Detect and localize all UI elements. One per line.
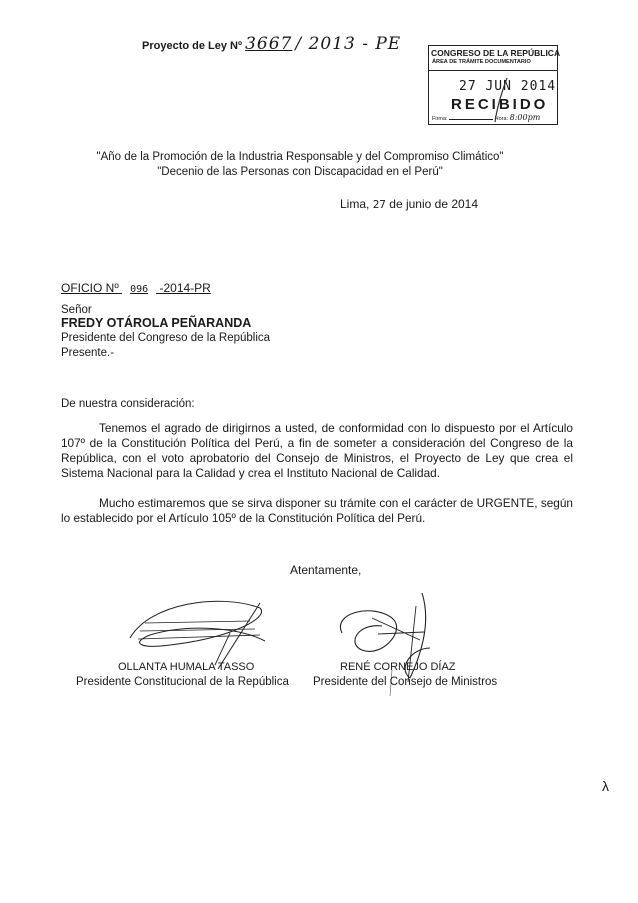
signatory-1-title: Presidente Constitucional de la República: [76, 676, 289, 688]
stamp-hora-value: 8:00pm: [509, 113, 541, 122]
project-suffix: / 2013 - PE: [295, 34, 402, 54]
office-suffix: -2014-PR: [159, 281, 211, 295]
project-label: Proyecto de Ley Nº: [142, 40, 242, 52]
greeting: De nuestra consideración:: [61, 398, 195, 410]
salutation: Señor: [61, 304, 92, 316]
paragraph-1: Tenemos el agrado de dirigirnos a usted, de conformidad con lo dispuesto por el Artículo 107º de la Constitución Política del Perú, a fin de someter a consideración del Congreso de la República, con el voto aprobatorio del Consejo de Ministros, el Proyecto de Ley que crea el Sistema Nacional para la Calidad y crea el Instituto Nacional de Calidad.: [61, 421, 573, 480]
signature-humala-icon: [110, 583, 280, 673]
reception-stamp: [428, 45, 561, 125]
stamp-received: RECIBIDO: [451, 96, 549, 113]
paragraph-2: Mucho estimaremos que se sirva disponer su trámite con el carácter de URGENTE, según lo establecido por el Artículo 105º de la Constitución Política del Perú.: [61, 496, 573, 525]
office-reference: [61, 281, 211, 295]
project-number: 3667: [245, 34, 293, 54]
project-reference: [142, 34, 401, 54]
stamp-department: ÁREA DE TRÁMITE DOCUMENTARIO: [432, 59, 531, 65]
date-day: 27: [372, 198, 386, 211]
stamp-date: 27 JUN 2014: [459, 79, 557, 94]
presente-line: Presente.-: [61, 347, 115, 359]
signatory-2-name: RENÉ CORNEJO DÍAZ: [340, 661, 456, 673]
office-number: 096: [130, 284, 149, 295]
addressee-name: FREDY OTÁROLA PEÑARANDA: [61, 316, 252, 330]
decade-motto: "Decenio de las Personas con Discapacidad en el Perú": [157, 166, 443, 178]
signatory-1-name: OLLANTA HUMALA TASSO: [118, 661, 255, 673]
year-motto: "Año de la Promoción de la Industria Responsable y del Compromiso Climático": [96, 151, 504, 163]
closing: Atentamente,: [290, 563, 362, 577]
page-mark: λ: [602, 778, 609, 794]
letter-date: [340, 197, 478, 211]
office-prefix: OFICIO Nº: [61, 281, 119, 295]
addressee-title: Presidente del Congreso de la República: [61, 332, 271, 344]
stamp-divider: [429, 70, 557, 71]
stamp-hora-label: Hora:: [494, 116, 509, 122]
stamp-firma-label: Firma:: [432, 116, 448, 122]
date-prefix: Lima,: [340, 197, 370, 211]
stamp-institution: CONGRESO DE LA REPÚBLICA: [431, 48, 561, 58]
date-suffix: de junio de 2014: [389, 197, 479, 211]
signatory-2-title: Presidente del Consejo de Ministros: [313, 676, 498, 688]
stamp-handwriting-icon: [449, 74, 539, 124]
